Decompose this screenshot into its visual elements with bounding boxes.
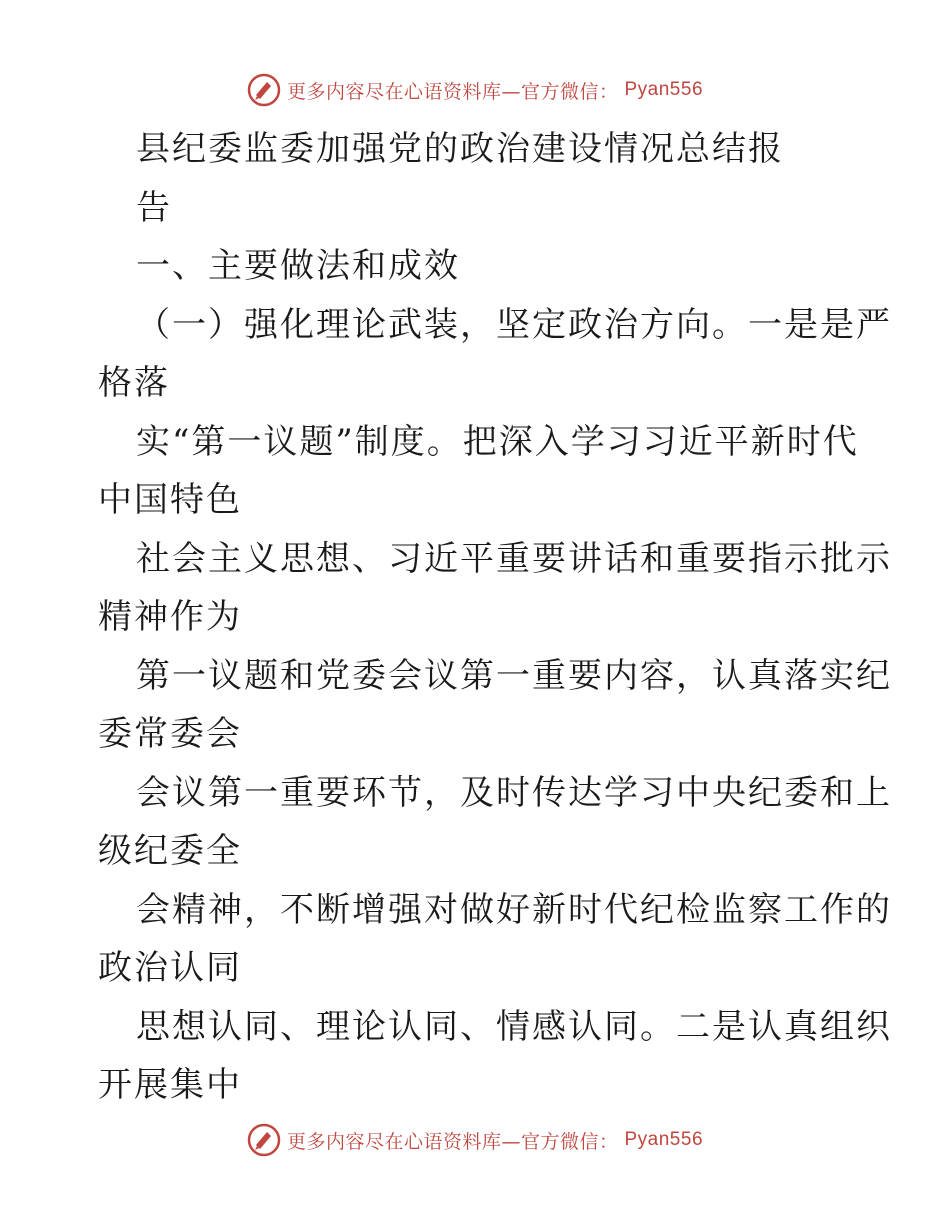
paragraph-line: （一）强化理论武装，坚定政治方向。一是是严 <box>136 304 892 345</box>
paragraph-line: 实“第一议题”制度。把深入学习习近平新时代 <box>136 421 859 462</box>
document-title: 县纪委监委加强党的政治建设情况总结报 <box>136 129 784 169</box>
book-pen-logo-icon <box>247 1123 281 1157</box>
paragraph-line: 格落 <box>98 363 170 403</box>
paragraph-line: 开展集中 <box>98 1065 242 1105</box>
watermark-footer <box>0 1120 950 1160</box>
watermark-header <box>0 70 950 110</box>
watermark-wechat-id: Pyan556 <box>624 79 704 100</box>
paragraph-line: 会精神，不断增强对做好新时代纪检监察工作的 <box>136 889 892 930</box>
book-pen-logo-icon <box>247 73 281 107</box>
paragraph-line: 社会主义思想、习近平重要讲话和重要指示批示 <box>136 538 892 579</box>
watermark-text: 更多内容尽在心语资料库—官方微信： <box>286 80 619 103</box>
paragraph-line: 思想认同、理论认同、情感认同。二是认真组织 <box>136 1006 892 1047</box>
paragraph-line: 委常委会 <box>98 714 242 754</box>
document-body <box>98 120 892 1115</box>
paragraph-line: 第一议题和党委会议第一重要内容，认真落实纪 <box>136 655 892 696</box>
paragraph-line: 级纪委全 <box>98 831 242 871</box>
section-heading: 一、主要做法和成效 <box>136 246 460 286</box>
document-title-continued: 告 <box>136 187 172 228</box>
paragraph-line: 中国特色 <box>98 480 242 520</box>
paragraph-line: 会议第一重要环节，及时传达学习中央纪委和上 <box>136 772 892 813</box>
watermark-text: 更多内容尽在心语资料库—官方微信： <box>286 1130 619 1153</box>
paragraph-line: 精神作为 <box>98 597 242 637</box>
paragraph-line: 政治认同 <box>98 948 242 988</box>
watermark-wechat-id: Pyan556 <box>624 1129 704 1150</box>
